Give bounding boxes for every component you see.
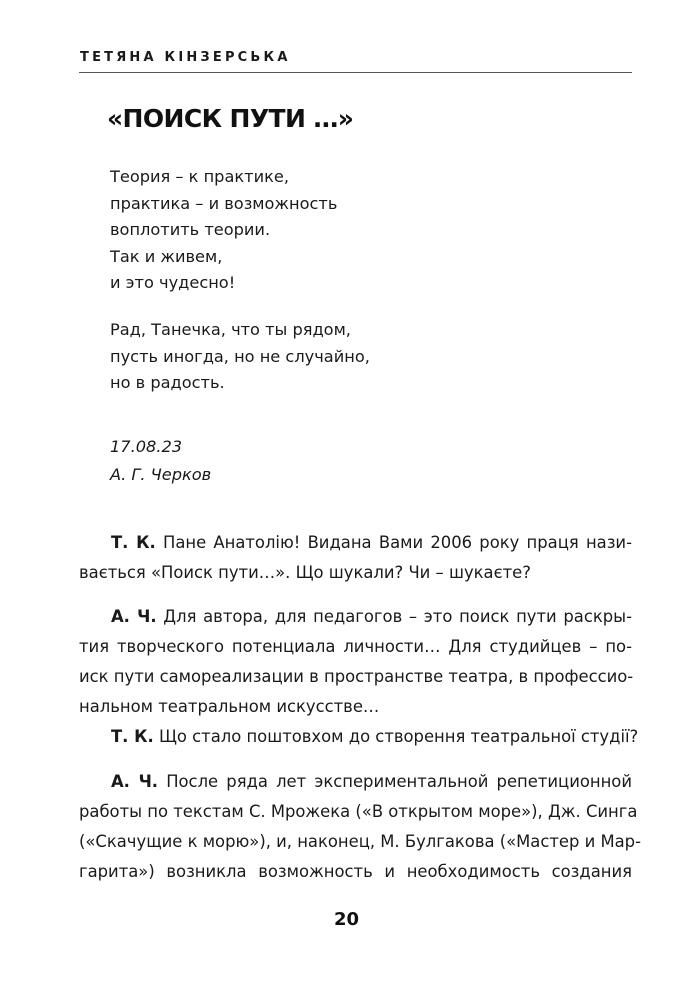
text-line: («Скачущие к морю»), и, наконец, М. Булгакова («Мастер и Мар- [79,832,641,851]
poem-line: Теория – к практике, [110,167,289,186]
text-line: работы по текстам С. Мрожека («В открытом море»), Дж. Синга [79,802,638,821]
speaker-label: Т. К. [111,533,156,552]
poem-author: А. Г. Черков [110,465,212,484]
dialogue-question [79,528,632,588]
header-divider [79,72,632,73]
poem-date: 17.08.23 [110,437,183,456]
poem-stanza-1 [110,164,510,297]
text-line: гарита») возникла возможность и необходимость создания [79,862,632,881]
dialogue-question [79,722,639,752]
poem-line: Рад, Танечка, что ты рядом, [110,320,351,339]
text-line: вається «Поиск пути…». Що шукали? Чи – шукаєте? [79,563,531,582]
poem-line: Так и живем, [110,246,223,266]
text-span: Для автора, для педагогов – это поиск пути раскры- [163,607,633,626]
text-line: тия творческого потенциала личности… Для студийцев – по- [79,637,632,656]
text-line [79,528,632,558]
poem-line: пусть иногда, но не случайно, [110,346,370,366]
poem-stanza-2 [110,317,510,397]
dialogue-answer [79,602,632,722]
chapter-title: «ПОИСК ПУТИ …» [107,104,354,133]
speaker-label: А. Ч. [111,607,157,626]
text-line [79,602,632,632]
poem-line: и это чудесно! [110,273,236,292]
text-line [79,722,639,752]
speaker-label: А. Ч. [111,772,159,791]
poem-signature [110,433,211,489]
poem-line: но в радость. [110,373,225,392]
text-line [79,767,632,797]
text-span: Пане Анатолію! Видана Вами 2006 року праця нази- [163,533,632,552]
dialogue-answer [79,767,641,887]
page-number: 20 [333,909,360,930]
text-line: нальном театральном искусстве… [79,697,380,716]
text-line: иск пути самореализации в пространстве театра, в профессио- [79,667,634,686]
poem-line: воплотить теории. [110,220,271,239]
text-span: Що стало поштовхом до створення театральної студії? [158,727,639,746]
running-header: ТЕТЯНА КІНЗЕРСЬКА [80,50,291,65]
text-span: После ряда лет экспериментальной репетиционной [166,772,632,791]
speaker-label: Т. К. [111,727,154,746]
poem-line: практика – и возможность [110,193,338,213]
